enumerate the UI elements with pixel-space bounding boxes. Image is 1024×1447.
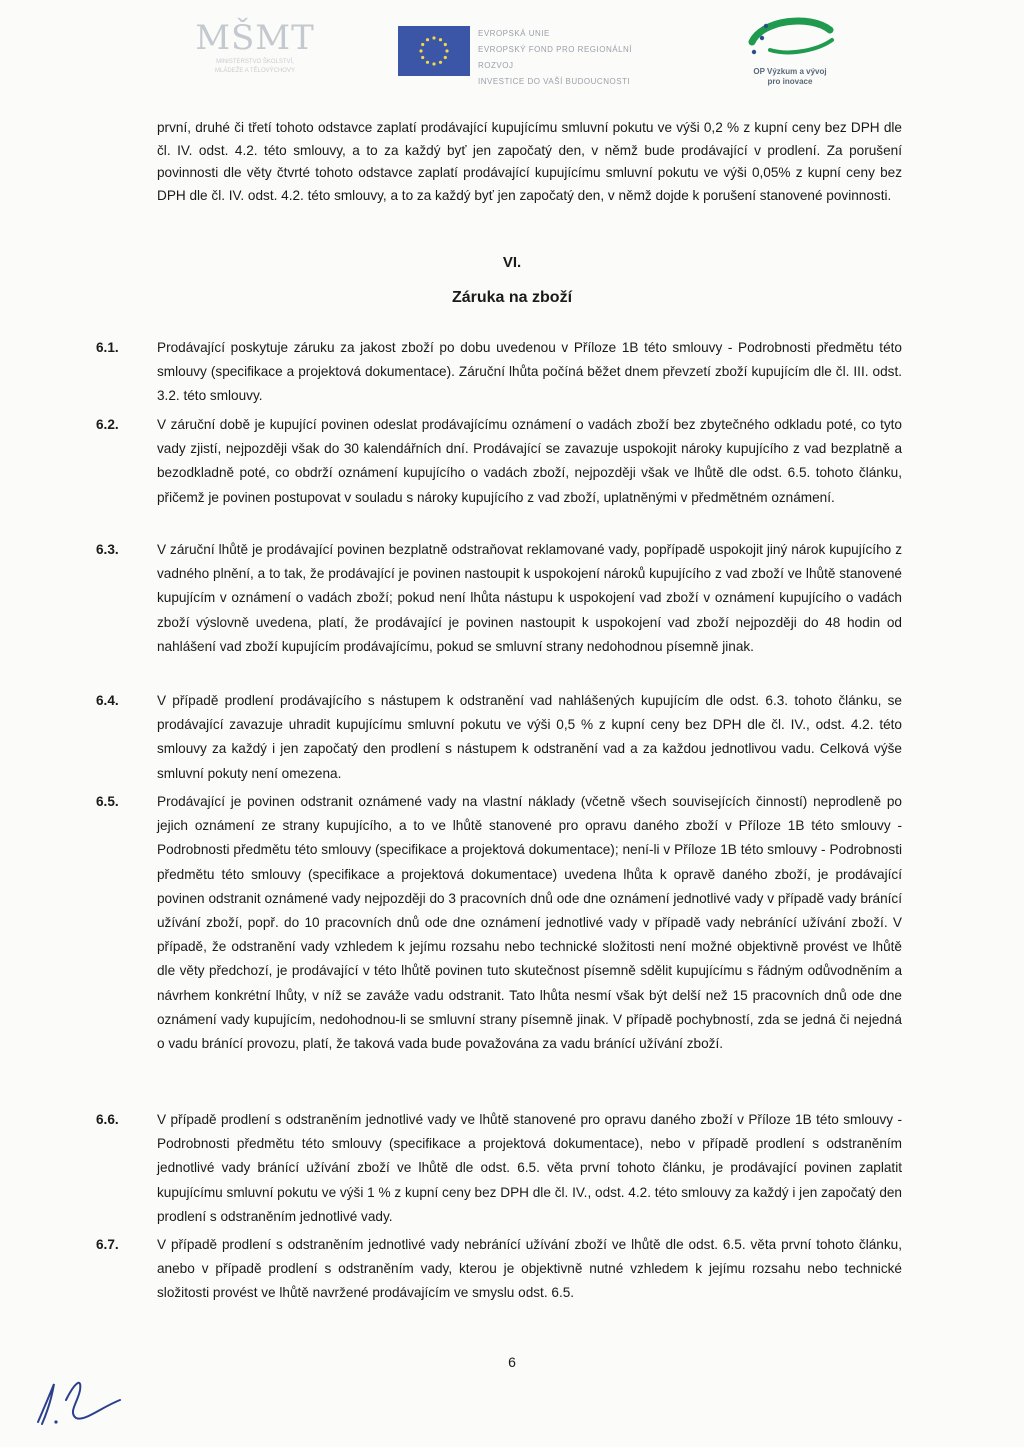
clause-text: V případě prodlení prodávajícího s nástupem k odstranění vad nahlášených kupujícím dle odst. 6.3. tohoto článku, se prodávající zavazuje uhradit kupujícímu smluvní pokutu ve výši 0,5 % z kupní ceny bez DPH dle čl. IV., odst. 4.2. této smlouvy za každý i jen započatý den prodlení s nástupem k odstranění vad a za každou jednotlivou vadu. Celková výše smluvní pokuty není omezena. — [157, 693, 902, 781]
eu-logo — [398, 26, 668, 86]
clause-text: Prodávající poskytuje záruku za jakost zboží po dobu uvedenou v Příloze 1B této smlouvy - Podrobnosti předmětu této smlouvy (specifikace a projektová dokumentace). Záruční lhůta počíná běžet dnem převzetí zboží kupujícím dle čl. III. odst. 3.2. této smlouvy. — [157, 340, 902, 404]
eu-logo-line-1: EVROPSKÁ UNIE — [478, 29, 550, 38]
article-title: Záruka na zboží — [451, 289, 573, 306]
clause-number: 6.2. — [96, 417, 119, 432]
clause-number: 6.5. — [96, 794, 119, 809]
clause-text: V záruční době je kupující povinen odeslat prodávajícímu oznámení o vadách zboží bez zbytečného odkladu poté, co tyto vady zjistí, nejpozději však do 30 kalendářních dní. Prodávající se zavazuje uspokojit nároky kupujícího z vad bezplatně a bezodkladně poté, co obdrží oznámení kupujícího o vadách zboží, nejpozději však ve lhůtě dle odst. 6.5. tohoto článku, přičemž je povinen postupovat v souladu s nároky kupujícího z vad zboží, uplatněnými v předmětném oznámení. — [157, 417, 902, 505]
clause-number: 6.4. — [96, 693, 119, 708]
eu-logo-line-2: EVROPSKÝ FOND PRO REGIONÁLNÍ ROZVOJ — [478, 45, 633, 70]
eu-logo-line-3: INVESTICE DO VAŠÍ BUDOUCNOSTI — [478, 77, 631, 86]
clause-number: 6.7. — [96, 1237, 119, 1252]
clause-number: 6.6. — [96, 1112, 119, 1127]
clause-number: 6.1. — [96, 340, 119, 355]
msmt-logo-line-1: MINISTERSTVO ŠKOLSTVÍ, — [216, 59, 294, 65]
clause-text: V případě prodlení s odstraněním jednotlivé vady nebránící užívání zboží ve lhůtě dle odst. 6.5. věta první tohoto článku, anebo v případě prodlení s odstraněním vady, kterou je objektivně nutné vzhledem k jejímu rozsahu nebo technické složitosti provést ve lhůtě navržené prodávajícím ve smyslu odst. 6.5. — [157, 1237, 902, 1301]
op-vav-logo-line-2: pro inovace — [767, 77, 813, 86]
eu-flag-icon — [398, 26, 470, 76]
intro-paragraph: první, druhé či třetí tohoto odstavce zaplatí prodávající kupujícímu smluvní pokutu ve výši 0,2 % z kupní ceny bez DPH dle čl. IV. odst. 4.2. této smlouvy, a to za každý byť jen započatý den, v němž bude prodávající v prodlení. Za porušení povinnosti dle věty čtvrté tohoto odstavce zaplatí prodávající kupujícímu smluvní pokutu ve výši 0,05% z kupní ceny bez DPH dle čl. IV. odst. 4.2. této smlouvy, a to za každý byť jen započatý den, v němž dojde k porušení stanovené povinnosti. — [157, 120, 902, 203]
eu-stars-icon — [398, 26, 470, 76]
eu-logo-text — [478, 26, 668, 90]
clause-text: Prodávající je povinen odstranit oznámené vady na vlastní náklady (včetně všech souvisejících činností) neprodleně po jejich oznámení ze strany kupujícího, a to ve lhůtě stanovené pro opravu daného zboží v Příloze 1B této smlouvy - Podrobnosti předmětu této smlouvy (specifikace a projektová dokumentace); není-li v Příloze 1B této smlouvy - Podrobnosti předmětu této smlouvy (specifikace a projektová dokumentace) uvedena lhůta k opravě daného zboží, je prodávající povinen odstranit oznámené vady nejpozději do 3 pracovních dnů ode dne oznámení jednotlivé vady v případě vady bránící užívání zboží, popř. do 10 pracovních dnů ode dne oznámení jednotlivé vady v případě vady nebránící užívání zboží. V případě, že odstranění vady vzhledem k jejímu rozsahu nebo technické složitosti není možné objektivně provést ve lhůtě dle věty předchozí, je prodávající v této lhůtě povinen tuto skutečnost písemně sdělit kupujícímu s řádným odůvodněním a návrhem konkrétní lhůty, v níž se zaváže vadu odstranit. Tato lhůta nesmí však být delší než 15 pracovních dnů ode dne oznámení vady kupujícím, nedohodnou-li se smluvní strany písemně jinak. V případě pochybností, zda se jedná či nejedná o vadu bránící provozu, platí, že taková vada bude považována za vadu bránící užívání zboží. — [157, 794, 902, 1052]
clause-number: 6.3. — [96, 542, 119, 557]
handwritten-signature — [30, 1360, 130, 1430]
op-vav-logo — [735, 12, 845, 92]
article-number: VI. — [502, 254, 522, 271]
msmt-logo — [185, 18, 325, 88]
op-vav-logo-line-1: OP Výzkum a vývoj — [753, 67, 827, 76]
op-vav-logo-icon — [740, 12, 840, 62]
page-header — [0, 0, 1024, 100]
page-number: 6 — [508, 1354, 516, 1370]
msmt-logo-line-2: MLÁDEŽE A TĚLOVÝCHOVY — [215, 68, 295, 74]
clause-text: V záruční lhůtě je prodávající povinen bezplatně odstraňovat reklamované vady, popřípadě uspokojit jiný nárok kupujícího z vadného plnění, a to tak, že prodávající je povinen nastoupit k uspokojení nároků kupujícího z vad zboží ve lhůtě stanovené kupujícím v oznámení o vadách zboží; pokud není lhůta nástupu k uspokojení vad zboží v oznámení kupujícího o vadách zboží výslovně uvedena, platí, že prodávající je povinen nastoupit k uspokojení vad zboží nejpozději do 48 hodin od nahlášení vad zboží kupujícím prodávajícímu, pokud se smluvní strany nedohodnou písemně jinak. — [157, 542, 902, 654]
msmt-logo-mark: MŠMT — [195, 18, 315, 58]
clause-text: V případě prodlení s odstraněním jednotlivé vady ve lhůtě stanovené pro opravu daného zboží v Příloze 1B této smlouvy - Podrobnosti předmětu této smlouvy (specifikace a projektová dokumentace), nebo v případě prodlení s odstraněním jednotlivé vady bránící užívání zboží ve lhůtě dle odst. 6.5. věta první tohoto článku, je prodávající povinen zaplatit kupujícímu smluvní pokutu ve výši 1 % z kupní ceny bez DPH dle čl. IV., odst. 4.2. této smlouvy za každý i jen započatý den prodlení s odstraněním jednotlivé vady. — [157, 1112, 902, 1224]
